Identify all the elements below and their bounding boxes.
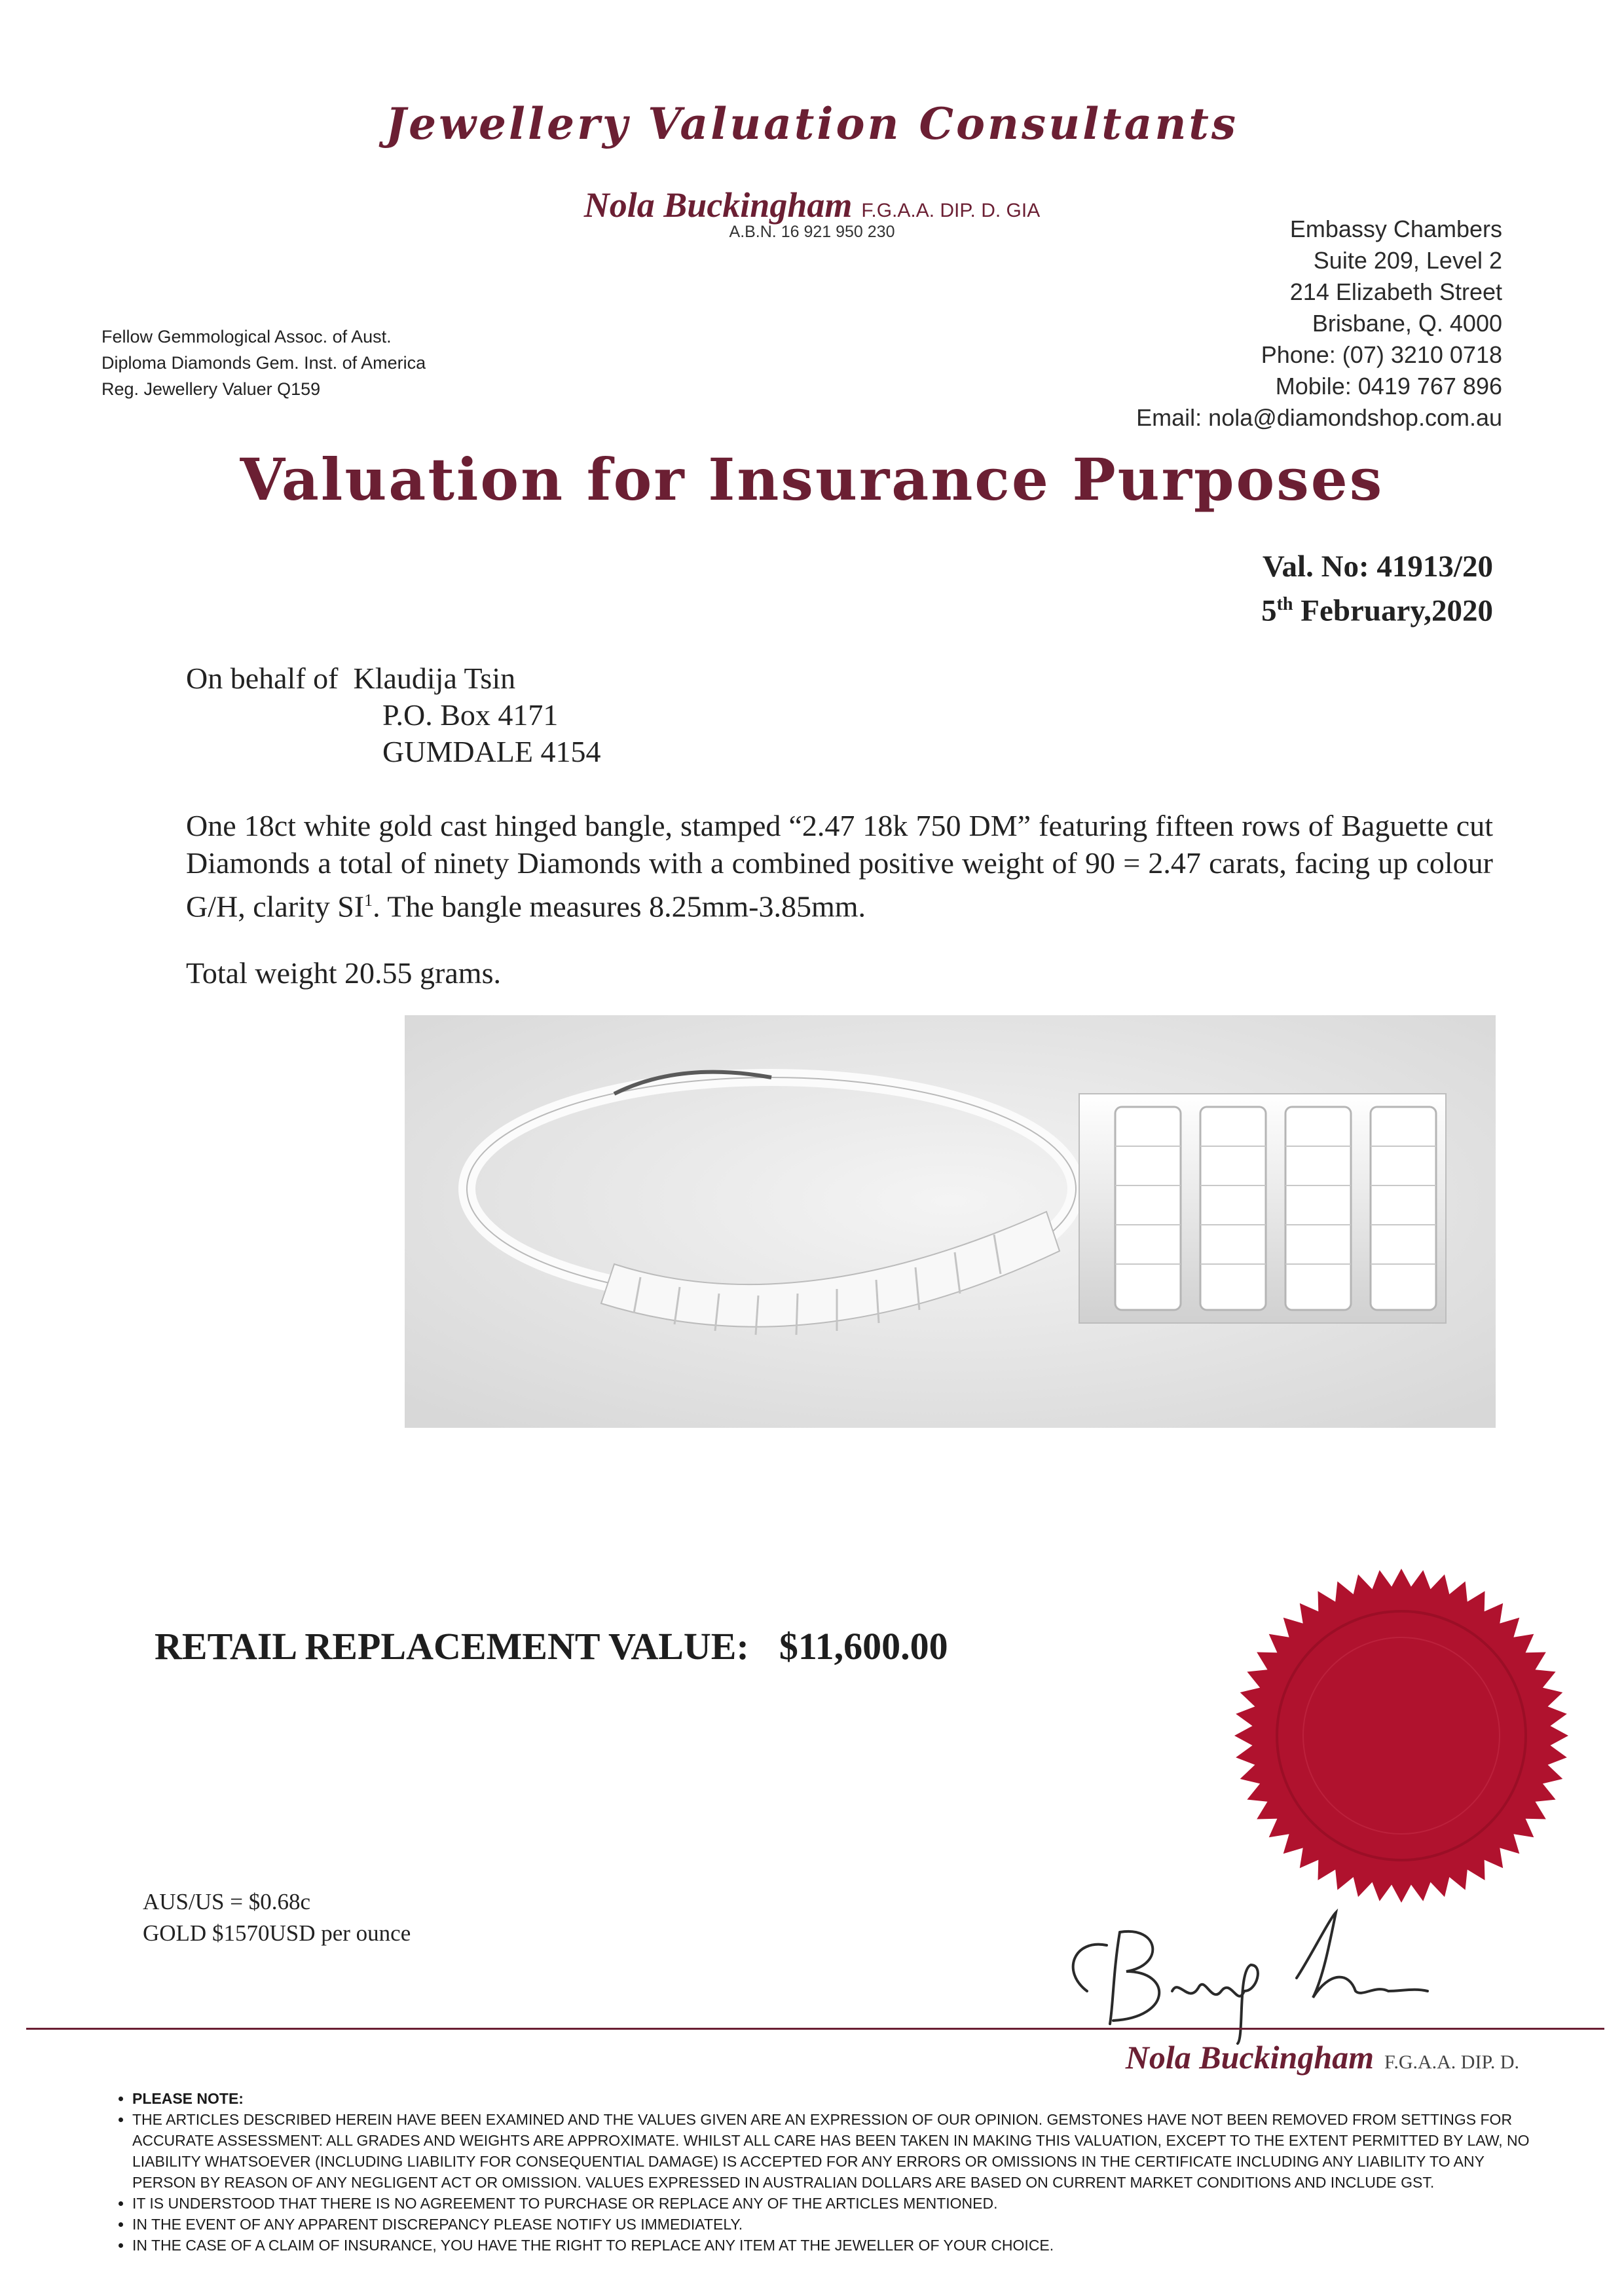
- signature-divider: [26, 2028, 1604, 2030]
- description-text: One 18ct white gold cast hinged bangle, stamped “2.47 18k 750 DM” featuring fifteen rows of Baguette cut Diamonds a total of ninety Diamonds with a combined positive weight of 90 = 2.47 carats, facing up colour G/H, clarity SI: [186, 809, 1493, 924]
- client-address-1: P.O. Box 4171: [382, 698, 559, 732]
- credential-line: Fellow Gemmological Assoc. of Aust.: [101, 327, 392, 346]
- valuation-date: [1261, 586, 1493, 630]
- valuer-name: Nola Buckingham: [583, 185, 853, 225]
- client-prefix: On behalf of: [186, 662, 339, 695]
- contact-street: 214 Elizabeth Street: [1289, 278, 1502, 305]
- signatory-qualifications: F.G.A.A. DIP. D.: [1384, 2051, 1519, 2073]
- wax-seal-icon: [1231, 1565, 1572, 1906]
- contact-mobile: Mobile: 0419 767 896: [1275, 373, 1502, 400]
- contact-email: Email: nola@diamondshop.com.au: [1136, 404, 1502, 431]
- retail-label: RETAIL REPLACEMENT VALUE:: [155, 1625, 749, 1668]
- note-item: • IT IS UNDERSTOOD THAT THERE IS NO AGREEMENT TO PURCHASE OR REPLACE ANY OF THE ARTICLES MENTIONED.: [132, 2193, 1532, 2214]
- notes-heading: • PLEASE NOTE:: [132, 2088, 1532, 2109]
- valuation-number: Val. No: 41913/20: [1262, 550, 1493, 584]
- exchange-rate: AUS/US = $0.68c: [143, 1889, 311, 1914]
- note-item: • IN THE CASE OF A CLAIM OF INSURANCE, YOU HAVE THE RIGHT TO REPLACE ANY ITEM AT THE JEWELLER OF YOUR CHOICE.: [132, 2235, 1532, 2256]
- credentials: [101, 324, 426, 402]
- firm-name: Jewellery Valuation Consultants: [385, 98, 1239, 149]
- retail-replacement-value: [155, 1624, 948, 1668]
- contact-block: [1136, 214, 1502, 434]
- contact-city: Brisbane, Q. 4000: [1312, 310, 1502, 337]
- contact-building: Embassy Chambers: [1289, 215, 1502, 242]
- handwritten-signature: [1048, 1893, 1493, 2050]
- bangle-photo: [405, 1015, 1496, 1428]
- signatory-name: Nola Buckingham: [1125, 2039, 1375, 2076]
- bangle-photo-illustration: [405, 1015, 1496, 1428]
- document-title: Valuation for Insurance Purposes: [240, 445, 1384, 513]
- valuation-reference: [1261, 548, 1493, 630]
- client-block: [186, 660, 600, 770]
- gold-price: GOLD $1570USD per ounce: [143, 1920, 411, 1946]
- rates-block: [143, 1886, 411, 1949]
- note-item: • IN THE EVENT OF ANY APPARENT DISCREPANCY PLEASE NOTIFY US IMMEDIATELY.: [132, 2214, 1532, 2235]
- clarity-superscript: 1: [364, 891, 373, 910]
- contact-phone: Phone: (07) 3210 0718: [1261, 341, 1502, 368]
- valuer-qualifications: F.G.A.A. DIP. D. GIA: [861, 200, 1041, 221]
- date-day-suffix: th: [1276, 594, 1293, 614]
- total-weight: Total weight 20.55 grams.: [186, 956, 501, 990]
- client-name: Klaudija Tsin: [353, 662, 516, 695]
- description-text-end: . The bangle measures 8.25mm-3.85mm.: [373, 889, 866, 924]
- date-month-year: February,2020: [1293, 593, 1493, 628]
- signatory: [1126, 2038, 1519, 2076]
- disclaimer-notes: [118, 2088, 1532, 2256]
- retail-amount: $11,600.00: [779, 1625, 948, 1668]
- credential-line: Diploma Diamonds Gem. Inst. of America: [101, 353, 426, 373]
- abn: A.B.N. 16 921 950 230: [729, 223, 895, 241]
- client-name-line: [186, 660, 600, 697]
- client-address-2: GUMDALE 4154: [382, 735, 601, 768]
- credential-line: Reg. Jewellery Valuer Q159: [101, 379, 321, 399]
- contact-suite: Suite 209, Level 2: [1313, 247, 1502, 274]
- note-item: • THE ARTICLES DESCRIBED HEREIN HAVE BEEN EXAMINED AND THE VALUES GIVEN ARE AN EXPRESSION OF OUR OPINION. GEMSTONES HAVE NOT BEEN REMOVED FROM SETTINGS FOR ACCURATE ASSESSMENT: ALL GRADES AND WEIGHTS ARE APPROXIMATE. WHILST ALL CARE HAS BEEN TAKEN IN MAKING THIS VALUATION, EXCEPT TO THE EXTENT PERMITTED BY LAW, NO LIABILITY WHATSOEVER (INCLUDING LIABILITY FOR CONSEQUENTIAL DAMAGE) IS ACCEPTED FOR ANY ERRORS OR OMISSIONS IN THE CERTIFICATE INCLUDING ANY LIABILITY TO ANY PERSON BY REASON OF ANY NEGLIGENT ACT OR OMISSION. VALUES EXPRESSED IN AUSTRALIAN DOLLARS ARE BASED ON CURRENT MARKET CONDITIONS AND INCLUDE GST.: [132, 2109, 1532, 2193]
- date-day: 5: [1261, 593, 1277, 628]
- item-description: [186, 807, 1493, 925]
